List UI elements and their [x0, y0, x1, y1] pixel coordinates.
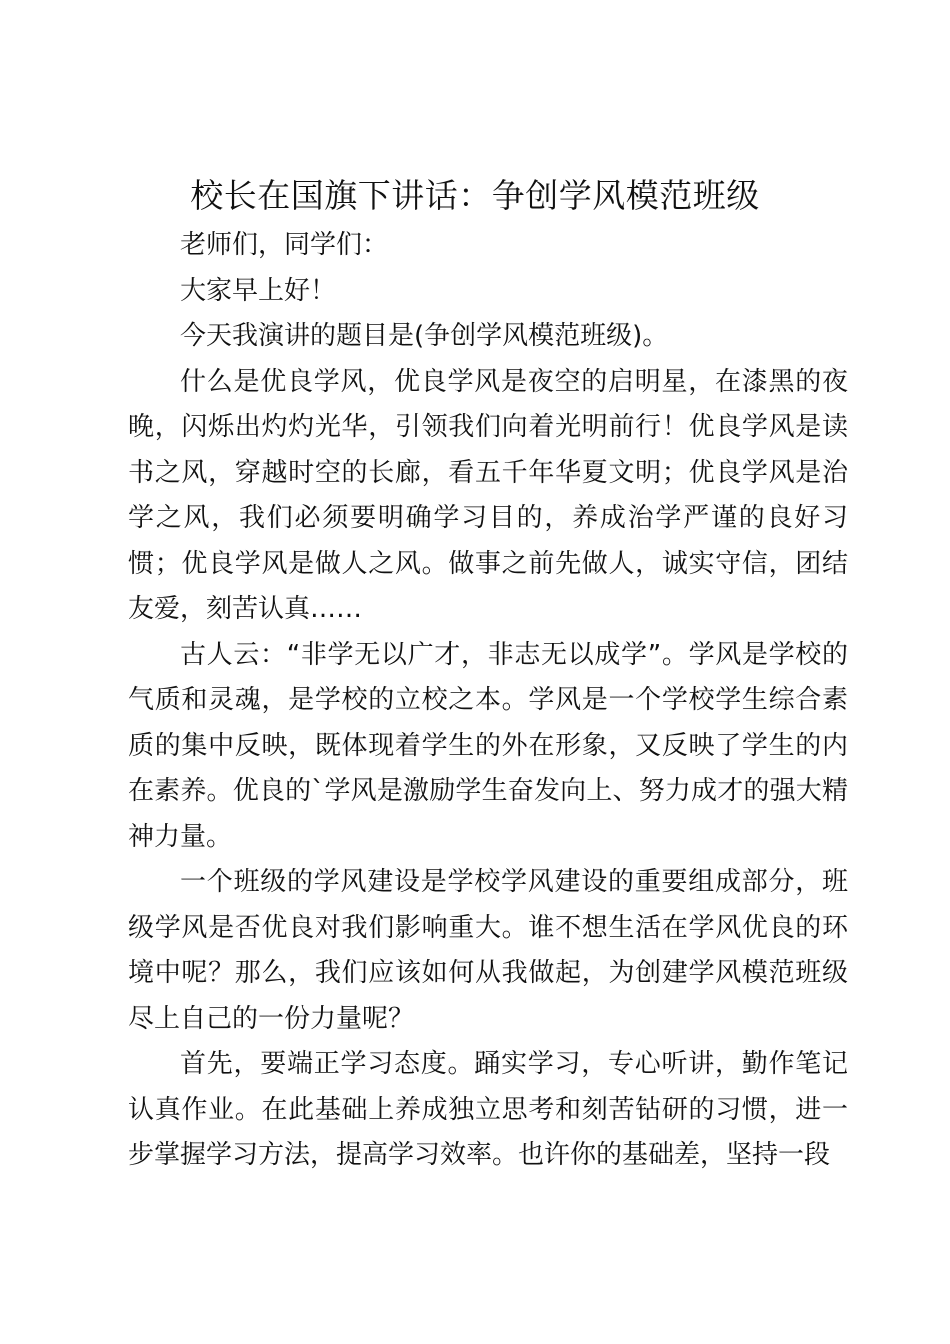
body-paragraph: 一个班级的学风建设是学校学风建设的重要组成部分，班级学风是否优良对我们影响重大。谁不想生活在学风优良的环境中呢？那么，我们应该如何从我做起，为创建学风模范班级尽上自己的一份力量呢？ — [128, 867, 848, 1034]
body-paragraph: 古人云：“非学无以广才，非志无以成学”。学风是学校的气质和灵魂，是学校的立校之本。学风是一个学校学生综合素质的集中反映，既体现着学生的外在形象，又反映了学生的内在素养。优良的`学风是激励学生奋发向上、努力成才的强大精神力量。 — [128, 639, 848, 852]
document-title: 校长在国旗下讲话：争创学风模范班级 — [190, 176, 760, 215]
body-paragraph: 首先，要端正学习态度。踊实学习，专心听讲，勤作笔记认真作业。在此基础上养成独立思考和刻苦钻研的习惯，进一步掌握学习方法，提高学习效率。也许你的基础差，坚持一段 — [128, 1049, 848, 1170]
topic-paragraph: 今天我演讲的题目是(争创学风模范班级)。 — [180, 321, 669, 351]
document-body — [128, 223, 848, 1179]
greeting-paragraph: 老师们，同学们： — [180, 230, 389, 260]
salutation-paragraph: 大家早上好！ — [180, 275, 337, 306]
body-paragraph: 什么是优良学风，优良学风是夜空的启明星，在漆黑的夜晚，闪烁出灼灼光华，引领我们向着光明前行！优良学风是读书之风，穿越时空的长廊，看五千年华夏文明；优良学风是治学之风，我们必须要明确学习目的，养成治学严谨的良好习惯；优良学风是做人之风。做事之前先做人，诚实守信，团结友爱，刻苦认真…… — [128, 366, 848, 624]
